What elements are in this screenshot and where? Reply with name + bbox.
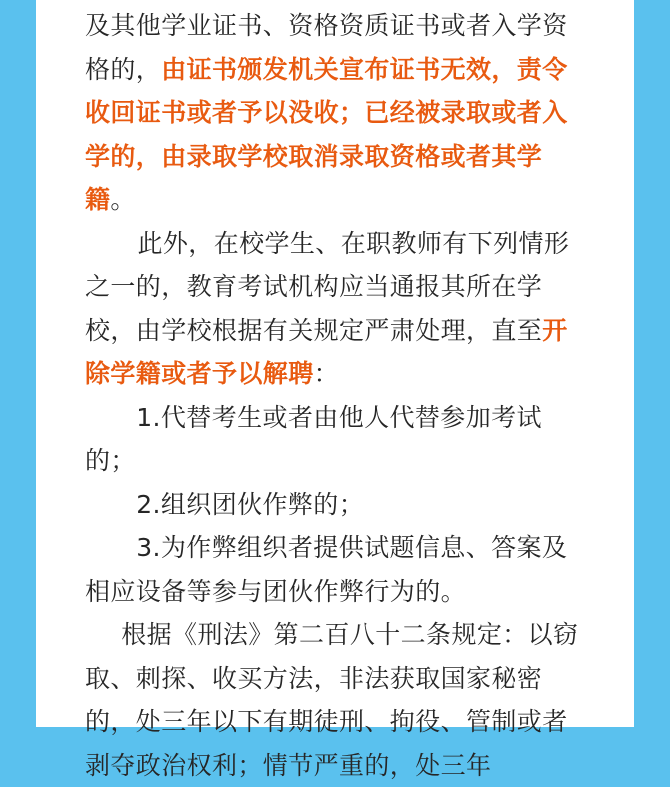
paragraph-text: 此外，在校学生、在职教师有下列情形之一的，教育考试机构应当通报其所在学校，由学校根据有关规定严肃处理，直至 bbox=[85, 228, 570, 345]
criminal-law-paragraph bbox=[85, 613, 585, 787]
highlighted-penalty: 开除学籍或者予以解聘 bbox=[85, 315, 568, 388]
school-report-paragraph bbox=[85, 222, 585, 396]
article-card bbox=[36, 0, 634, 780]
list-item: 2.组织团伙作弊的； bbox=[136, 489, 365, 519]
paragraph-text: 根据《刑法》第二百八十二条规定：以窃取、刺探、收买方法，非法获取国家秘密的，处三年以下有期徒刑、拘役、管制或者剥夺政治权利；情节严重的，处三年 bbox=[85, 620, 579, 780]
article-body bbox=[85, 4, 585, 787]
list-item: 3.为作弊组织者提供试题信息、答案及相应设备等参与团伙作弊行为的。 bbox=[85, 533, 568, 606]
highlighted-penalty: 由证书颁发机关宣布证书无效，责令收回证书或者予以没收；已经被录取或者入学的，由录取学校取消录取资格或者其学籍 bbox=[85, 54, 568, 214]
paragraph-text: 。 bbox=[110, 185, 136, 214]
penalty-paragraph bbox=[85, 4, 585, 222]
paragraph-text: ： bbox=[313, 359, 340, 388]
list-item: 1.代替考生或者由他人代替参加考试的； bbox=[85, 402, 542, 475]
paragraph-text: 及其他学业证书、资格资质证书或者入学资格的， bbox=[85, 11, 568, 84]
